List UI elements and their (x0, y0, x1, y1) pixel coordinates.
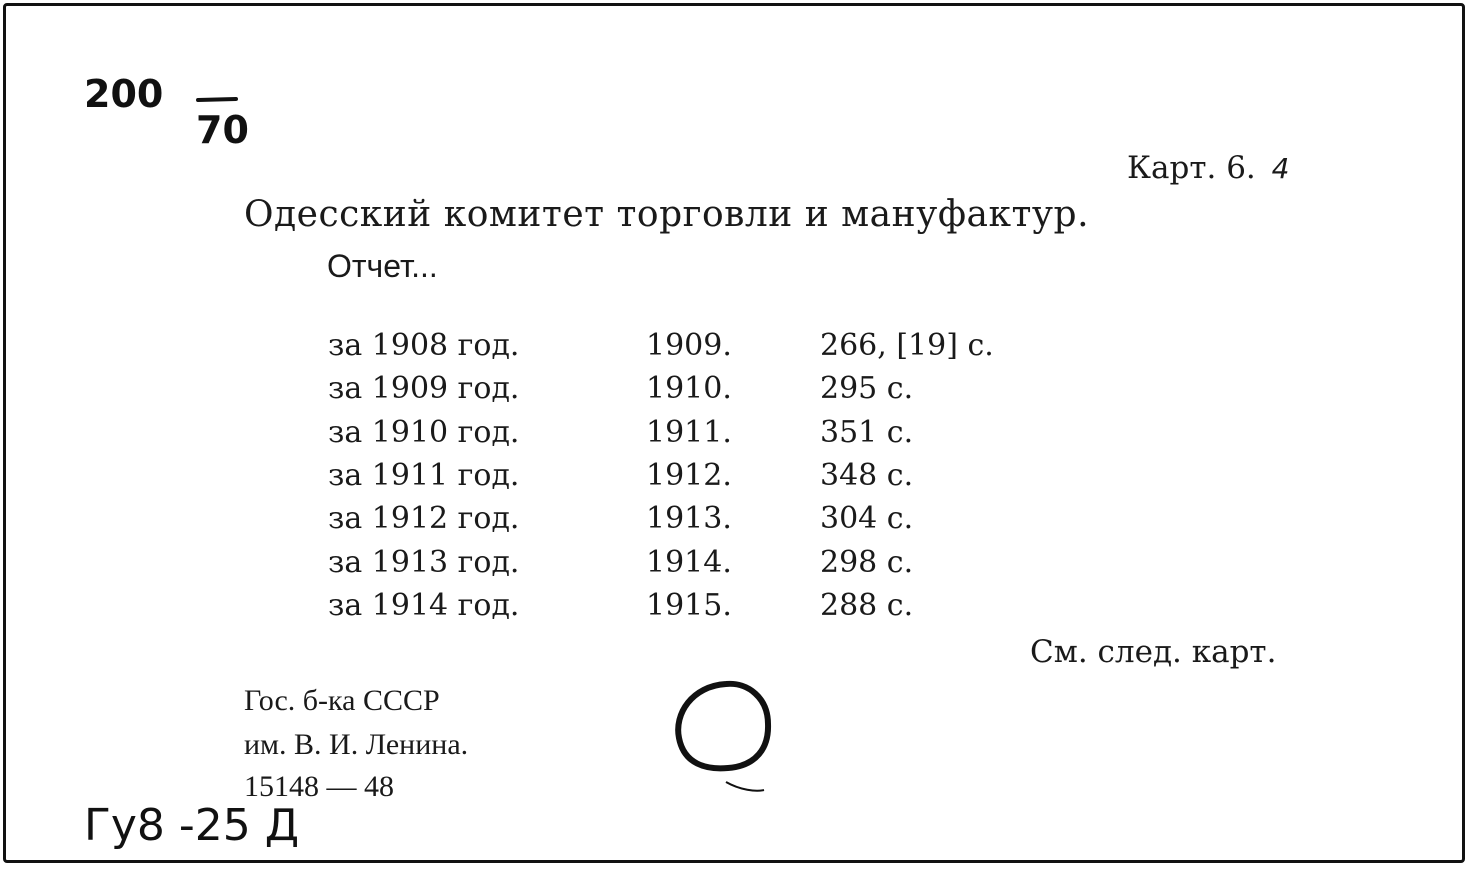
entry-pages: 295 с. (820, 371, 914, 406)
entry-pages: 348 с. (820, 458, 914, 493)
entry-year: 1914. (646, 545, 732, 580)
entry-year: 1911. (646, 415, 732, 450)
entry-period: за 1908 год. (328, 328, 520, 363)
entry-period: за 1911 год. (328, 458, 520, 493)
circle-stamp-icon (668, 676, 788, 796)
library-line-2: им. В. И. Ленина. (244, 728, 469, 761)
entry-period: за 1909 год. (328, 371, 520, 406)
entry-year: 1912. (646, 458, 732, 493)
entry-year: 1909. (646, 328, 732, 363)
entry-year: 1910. (646, 371, 732, 406)
entry-pages: 351 с. (820, 415, 914, 450)
entry-period: за 1913 год. (328, 545, 520, 580)
entry-year: 1913. (646, 501, 732, 536)
entry-pages: 266, [19] с. (820, 328, 994, 363)
handwritten-shelf-number: 200 (84, 72, 164, 116)
entry-period: за 1912 год. (328, 501, 520, 536)
card-number-value: 6. (1226, 150, 1256, 186)
entry-pages: 288 с. (820, 588, 914, 623)
card-number-handwritten: 4 (1271, 152, 1290, 185)
entry-period: за 1914 год. (328, 588, 520, 623)
library-line-3: 15148 — 48 (244, 770, 394, 803)
card-subtitle: Отчет... (327, 248, 438, 284)
handwritten-fraction-bar (196, 96, 240, 104)
card-number (1127, 150, 1289, 186)
card-number-label: Карт. (1127, 150, 1217, 186)
card-title: Одесский комитет торговли и мануфактур. (244, 194, 1090, 235)
library-line-1: Гос. б-ка СССР (244, 684, 440, 717)
handwritten-shelf-subnumber: 70 (196, 108, 249, 152)
entry-year: 1915. (646, 588, 732, 623)
see-next-card-note: См. след. карт. (1030, 634, 1277, 670)
entry-pages: 298 с. (820, 545, 914, 580)
entry-pages: 304 с. (820, 501, 914, 536)
handwritten-inventory-number: Гу8 -25 Д (84, 800, 300, 851)
entry-period: за 1910 год. (328, 415, 520, 450)
